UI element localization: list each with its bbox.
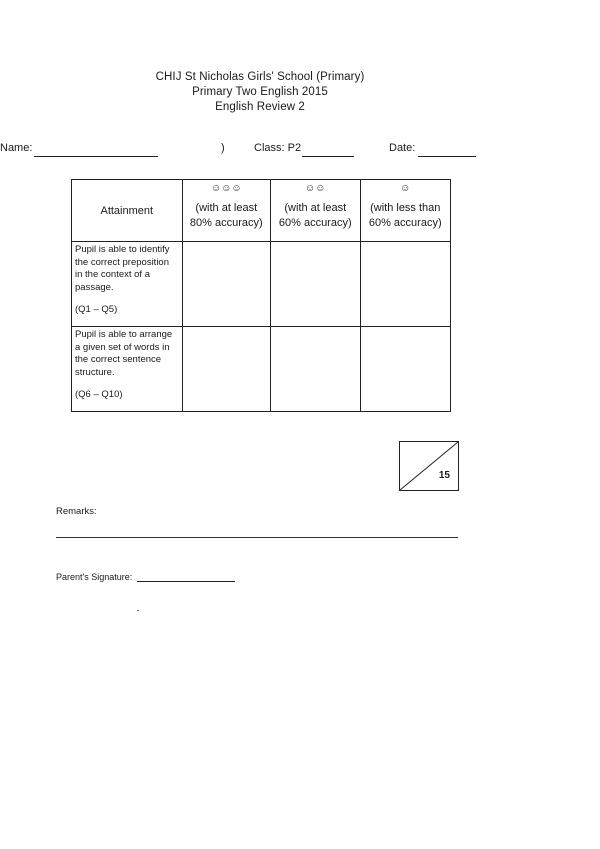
level-low-line1: (with less than	[370, 201, 441, 214]
class-label: Class: P2	[254, 142, 302, 154]
score-total: 15	[438, 470, 450, 481]
school-name: CHIJ St Nicholas Girls' School (Primary)	[155, 71, 365, 83]
name-field[interactable]	[0, 142, 32, 154]
date-field[interactable]	[389, 142, 415, 154]
remarks-line[interactable]	[56, 537, 458, 538]
rubric-row-sentence-structure	[72, 327, 451, 412]
attainment-rubric-table	[71, 179, 451, 412]
remarks-label: Remarks:	[56, 506, 97, 517]
class-blank[interactable]	[302, 144, 354, 157]
tick-cell-mid[interactable]	[271, 242, 360, 327]
level-header-low	[360, 180, 451, 242]
document-header	[0, 70, 520, 115]
three-smiley-icon: ☺☺☺	[210, 183, 242, 194]
level-low-line2: 60% accuracy)	[368, 216, 442, 229]
level-header-mid	[271, 180, 360, 242]
tick-cell-mid[interactable]	[271, 327, 360, 412]
row-description-cell	[72, 327, 183, 412]
student-info-line	[0, 140, 600, 156]
score-box[interactable]	[399, 441, 459, 491]
name-label: Name:	[0, 142, 33, 154]
signature-field[interactable]	[56, 571, 235, 582]
attainment-header: Attainment	[100, 204, 154, 217]
signature-blank[interactable]	[137, 571, 235, 582]
one-smiley-icon: ☺	[400, 183, 411, 194]
attainment-header-cell	[72, 180, 183, 242]
level-high-line2: 80% accuracy)	[189, 216, 263, 229]
class-field[interactable]	[254, 142, 301, 154]
subject-line: Primary Two English 2015	[192, 86, 328, 98]
tick-cell-low[interactable]	[360, 242, 451, 327]
signature-label: Parent's Signature:	[56, 572, 133, 582]
date-label: Date:	[389, 142, 416, 154]
level-mid-line1: (with at least	[284, 201, 347, 214]
tick-cell-high[interactable]	[182, 327, 270, 412]
rubric-row-prepositions	[72, 242, 451, 327]
rubric-header-row	[72, 180, 451, 242]
question-range: (Q1 – Q5)	[75, 304, 118, 315]
level-header-high	[182, 180, 270, 242]
diagonal-divider	[400, 442, 458, 490]
review-title: English Review 2	[215, 101, 305, 113]
row-description-cell	[72, 242, 183, 327]
question-range: (Q6 – Q10)	[75, 389, 123, 400]
scan-speck	[137, 610, 139, 611]
row-description: Pupil is able to identify the correct preposition in the context of a passage.	[75, 244, 170, 293]
two-smiley-icon: ☺☺	[305, 183, 326, 194]
close-paren: )	[221, 142, 225, 154]
level-high-line1: (with at least	[195, 201, 258, 214]
tick-cell-high[interactable]	[182, 242, 270, 327]
date-blank[interactable]	[418, 144, 476, 157]
tick-cell-low[interactable]	[360, 327, 451, 412]
row-description: Pupil is able to arrange a given set of words in the correct sentence structure.	[75, 329, 173, 378]
name-blank[interactable]	[34, 144, 158, 157]
level-mid-line2: 60% accuracy)	[278, 216, 352, 229]
